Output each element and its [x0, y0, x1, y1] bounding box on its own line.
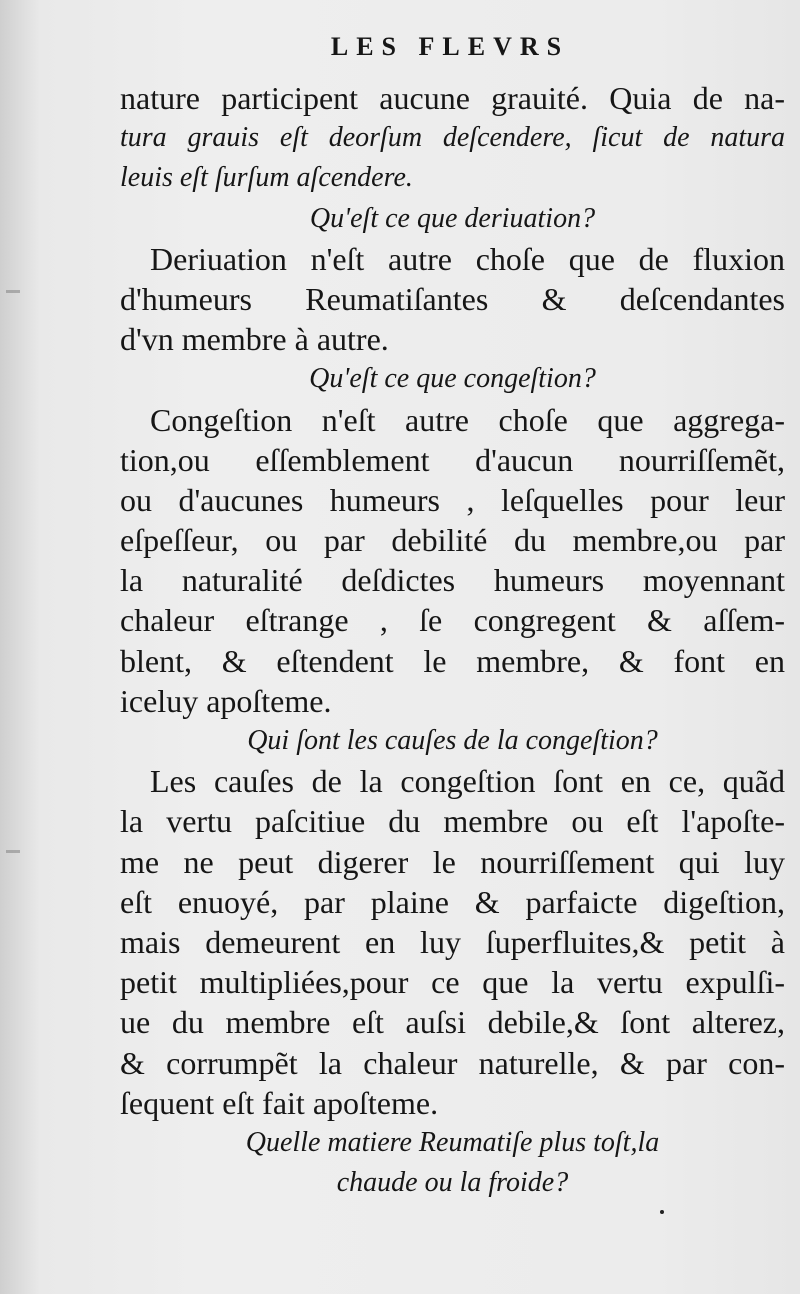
- text-line: tura grauis eſt deorſum deſcendere, ſicut de natura: [120, 122, 785, 154]
- question-heading: chaude ou la froide?: [336, 1167, 569, 1199]
- text-line: chaleur eſtrange , ſe congregent & aſſem-: [120, 602, 785, 639]
- text-line: d'humeurs Reumatiſantes & deſcendantes: [120, 280, 785, 317]
- question-heading: Quelle matiere Reumatiſe plus toſt,la: [245, 1126, 660, 1158]
- text-line: mais demeurent en luy ſuperfluites,& petit à: [120, 923, 785, 960]
- text-line: ſequent eſt fait apoſteme.: [120, 1084, 439, 1121]
- running-header: LES FLEVRS: [330, 32, 570, 61]
- gutter-mark: [6, 850, 20, 853]
- text-line: & corrumpẽt la chaleur naturelle, & par con-: [120, 1044, 785, 1081]
- text-line: eſt enuoyé, par plaine & parfaicte digeſtion,: [120, 883, 785, 920]
- text-line: leuis eſt ſurſum aſcendere.: [120, 162, 413, 194]
- text-line: Congeſtion n'eſt autre choſe que aggrega-: [150, 401, 785, 438]
- question-heading: Qu'eſt ce que deriuation?: [309, 202, 596, 234]
- text-line: la naturalité deſdictes humeurs moyennant: [120, 562, 785, 599]
- gutter-mark: [6, 290, 20, 293]
- text-line: ue du membre eſt auſsi debile,& ſont alterez,: [120, 1004, 785, 1041]
- body-text: [120, 78, 785, 1203]
- text-line: me ne peut digerer le nourriſſement qui luy: [120, 843, 785, 880]
- text-line: Les cauſes de la congeſtion ſont en ce, quãd: [150, 763, 785, 800]
- ink-dot: [660, 1210, 664, 1214]
- text-line: eſpeſſeur, ou par debilité du membre,ou par: [120, 522, 785, 559]
- text-line: petit multipliées,pour ce que la vertu expulſi-: [120, 964, 785, 1001]
- text-line: iceluy apoſteme.: [120, 682, 332, 719]
- text-line: tion,ou eſſemblement d'aucun nourriſſemẽt,: [120, 441, 785, 478]
- text-line: nature participent aucune grauité. Quia de na-: [120, 80, 785, 116]
- text-line: ou d'aucunes humeurs , leſquelles pour leur: [120, 481, 785, 518]
- text-line: blent, & eſtendent le membre, & font en: [120, 642, 785, 679]
- text-line: la vertu paſcitiue du membre ou eſt l'apoſte-: [120, 803, 785, 840]
- text-line: Deriuation n'eſt autre choſe que de fluxion: [150, 240, 785, 277]
- text-line: d'vn membre à autre.: [120, 321, 389, 358]
- question-heading: Qu'eſt ce que congeſtion?: [309, 363, 596, 395]
- question-heading: Qui ſont les cauſes de la congeſtion?: [247, 725, 658, 756]
